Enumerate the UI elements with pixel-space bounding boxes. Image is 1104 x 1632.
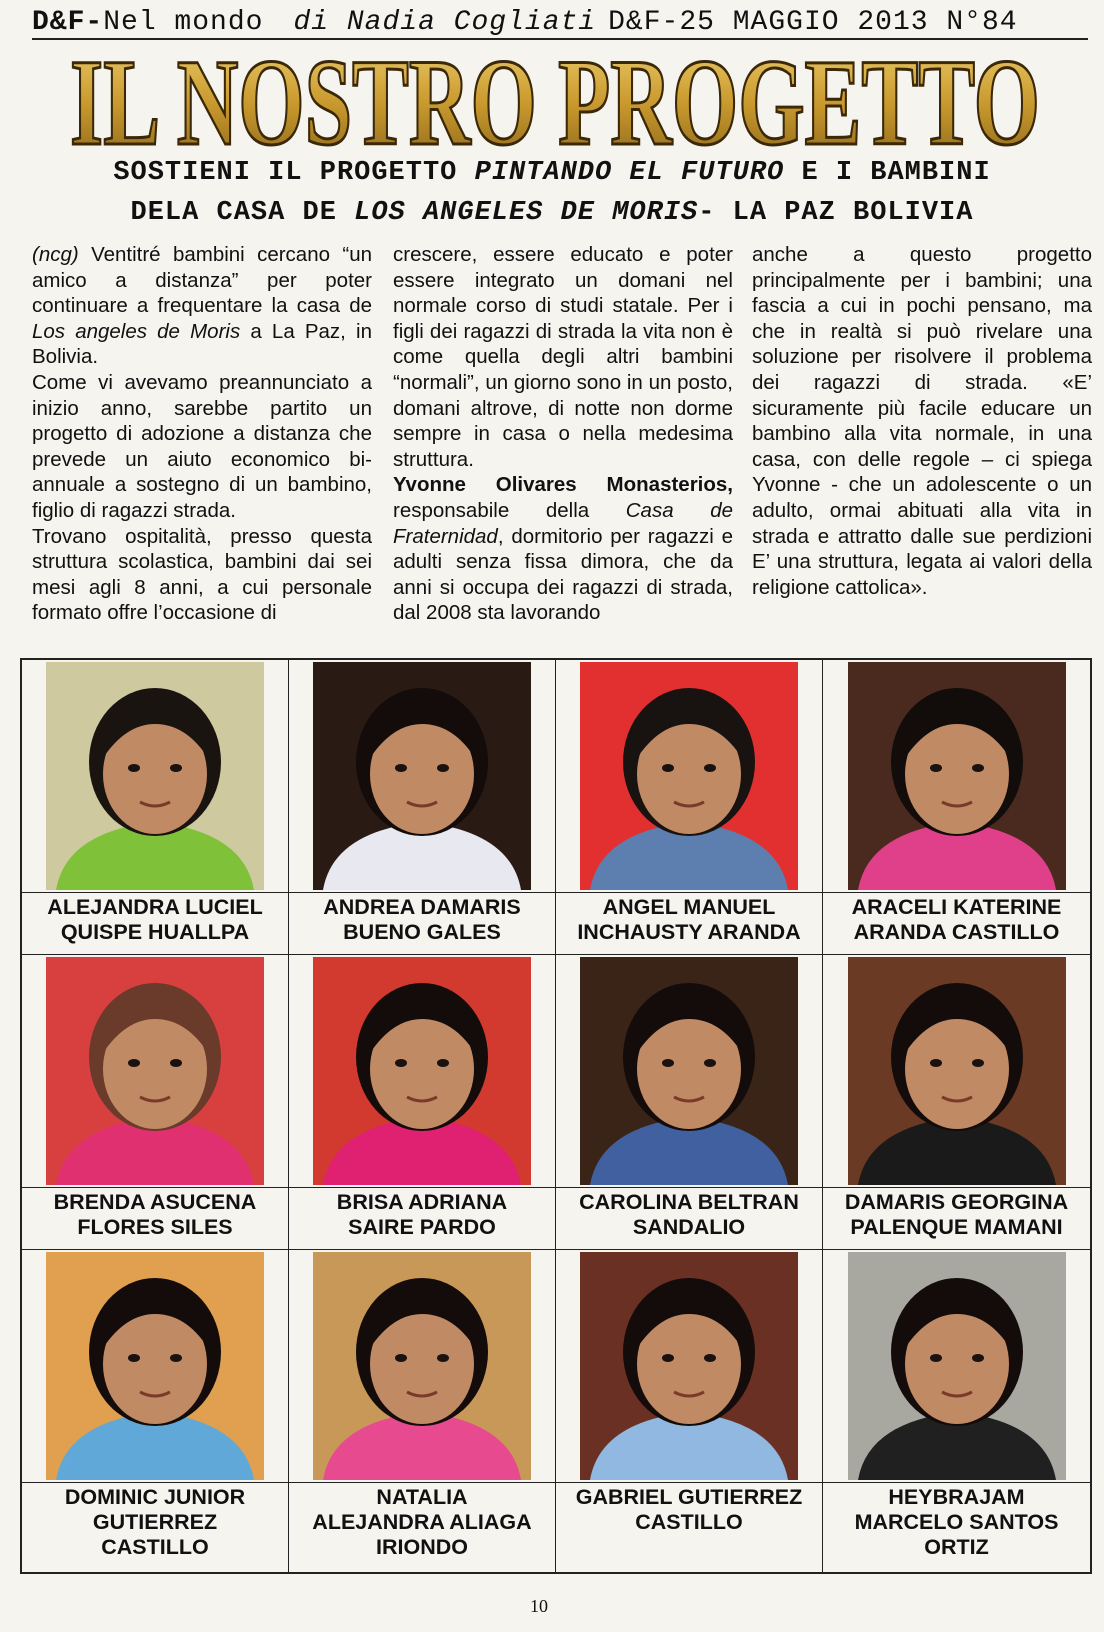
child-name-line: FLORES SILES: [77, 1215, 233, 1239]
subtitle-text: E I BAMBINI: [801, 158, 991, 188]
child-card: [556, 660, 823, 955]
main-title-graphic: [60, 40, 1050, 160]
article-text: responsabile della: [393, 498, 626, 522]
main-title: [60, 40, 1050, 160]
header-brand: D&F-: [32, 7, 104, 38]
child-name-line: GABRIEL GUTIERREZ: [575, 1485, 803, 1509]
child-name-line: ALEJANDRA LUCIEL: [47, 895, 263, 919]
article-paragraph: anche a questo progetto principalmente per i bambini; una fascia a cui in pochi pensano, ma che in realtà si può rivelare una soluzione per risolvere il problema dei ragazzi di strada. «E’ sicuramente più facile educare un bambino alla vita normale, in una casa, con delle regole – ci spiega Yvonne - che un adolescente o un adulto, ormai abituati alla vita in strada e attratto dalle sue perdizioni E’ una struttura, legata ai valori della religione cattolica».: [752, 243, 1092, 599]
child-photo: [46, 957, 264, 1185]
child-name-caption: [823, 892, 1090, 945]
child-name-line: GUTIERREZ: [92, 1510, 218, 1534]
subtitle-text: SOSTIENI IL PROGETTO: [113, 158, 458, 188]
subtitle-line-1: [40, 158, 1064, 188]
article-text: a La Paz, in Bolivia.: [32, 319, 372, 369]
child-name-caption: [823, 1187, 1090, 1240]
child-card: [556, 955, 823, 1250]
child-photo: [46, 662, 264, 890]
subtitle-text: - LA PAZ BOLIVIA: [698, 198, 974, 228]
child-name-caption: [22, 1482, 288, 1560]
child-photo: [580, 662, 798, 890]
child-portrait-image: [313, 957, 531, 1185]
child-portrait-image: [580, 1252, 798, 1480]
subtitle-line-2: [40, 198, 1064, 228]
author-initials: (ncg): [32, 243, 79, 266]
child-name-line: NATALIA: [376, 1485, 468, 1509]
child-card: [823, 660, 1090, 955]
subtitle-house-name: LOS ANGELES DE MORIS: [354, 198, 699, 228]
child-name-line: DOMINIC JUNIOR: [64, 1485, 246, 1509]
page-header: [32, 2, 1088, 40]
child-name-caption: [289, 892, 555, 945]
child-name-caption: [556, 1482, 822, 1535]
child-photo: [580, 1252, 798, 1480]
child-photo: [46, 1252, 264, 1480]
child-portrait-image: [848, 662, 1066, 890]
child-name-line: ARACELI KATERINE: [851, 895, 1062, 919]
header-author: di Nadia Cogliati: [293, 7, 597, 38]
child-portrait-image: [580, 957, 798, 1185]
child-name-line: SANDALIO: [632, 1215, 746, 1239]
child-portrait-image: [46, 1252, 264, 1480]
child-portrait-image: [848, 1252, 1066, 1480]
article-paragraph: [32, 242, 372, 370]
child-card: [289, 955, 556, 1250]
child-photo: [848, 1252, 1066, 1480]
child-name-line: QUISPE HUALLPA: [60, 920, 250, 944]
child-card: [823, 955, 1090, 1250]
child-name-line: BRISA ADRIANA: [336, 1190, 508, 1214]
article-paragraph: crescere, essere educato e poter essere integrato un domani nel normale corso di studi statale. Per i figli dei ragazzi di strada la vita non è come quella degli altri bambini “normali”, un giorno sono in un posto, domani altrove, di notte non dorme sempre in casa o nella medesima struttura.: [393, 243, 733, 471]
child-name-caption: [22, 1187, 288, 1240]
child-name-line: ARANDA CASTILLO: [853, 920, 1060, 944]
child-card: [289, 1250, 556, 1572]
child-name-line: PALENQUE MAMANI: [850, 1215, 1063, 1239]
child-name-line: IRIONDO: [376, 1535, 468, 1559]
person-name: Yvonne Olivares Monasterios,: [393, 473, 733, 497]
children-photo-grid: [20, 658, 1092, 1574]
child-photo: [313, 1252, 531, 1480]
child-card: [823, 1250, 1090, 1572]
article-text: , dormitorio per ragazzi e adulti senza fissa dimora, che da anni si occupa dei ragazzi di strada, dal 2008 sta lavorando: [393, 524, 733, 625]
child-name-line: CAROLINA BELTRAN: [579, 1190, 799, 1214]
article-emphasis: Los angeles de Moris: [32, 319, 241, 343]
child-portrait-image: [46, 957, 264, 1185]
child-name-line: DAMARIS GEORGINA: [844, 1190, 1069, 1214]
child-name-line: ALEJANDRA ALIAGA: [312, 1510, 532, 1534]
child-name-caption: [556, 1187, 822, 1240]
main-title-text: IL NOSTRO PROGETTO: [70, 40, 1040, 160]
child-name-line: HEYBRAJAM: [888, 1485, 1025, 1509]
child-name-caption: [289, 1482, 555, 1560]
child-card: [22, 955, 289, 1250]
child-name-line: ORTIZ: [924, 1535, 989, 1559]
child-name-line: INCHAUSTY ARANDA: [577, 920, 801, 944]
child-name-line: ANDREA DAMARIS: [323, 895, 521, 919]
child-name-line: MARCELO SANTOS: [854, 1510, 1059, 1534]
article-column-1: [32, 242, 372, 626]
child-photo: [313, 957, 531, 1185]
child-portrait-image: [313, 662, 531, 890]
article-paragraph: [393, 472, 733, 626]
article-paragraph: Come vi avevamo preannunciato a inizio anno, sarebbe partito un progetto di adozione a distanza che prevede un aiuto economico bi-annuale a sostegno di un bambino, figlio di ragazzi strada.: [32, 370, 372, 522]
header-issue: D&F-25 MAGGIO 2013 N°84: [608, 7, 1018, 38]
child-card: [22, 1250, 289, 1572]
child-name-line: SAIRE PARDO: [348, 1215, 496, 1239]
child-name-line: BRENDA ASUCENA: [53, 1190, 257, 1214]
article-column-3: [752, 242, 1092, 600]
child-portrait-image: [46, 662, 264, 890]
child-portrait-image: [580, 662, 798, 890]
subtitle-text: DELA CASA DE: [130, 198, 337, 228]
article-text: Ventitré bambini cercano “un amico a distanza” per poter continuare a frequentare la casa de: [32, 243, 372, 318]
child-name-line: CASTILLO: [635, 1510, 743, 1534]
child-card: [289, 660, 556, 955]
child-name-caption: [823, 1482, 1090, 1560]
subtitle-project-name: PINTANDO EL FUTURO: [474, 158, 785, 188]
child-portrait-image: [313, 1252, 531, 1480]
child-card: [556, 1250, 823, 1572]
child-portrait-image: [848, 957, 1066, 1185]
page-number: 10: [530, 1596, 548, 1616]
child-name-caption: [556, 892, 822, 945]
article-column-2: [393, 242, 733, 626]
header-section: Nel mondo: [103, 7, 264, 38]
child-name-line: BUENO GALES: [343, 920, 501, 944]
child-name-line: CASTILLO: [101, 1535, 209, 1559]
child-photo: [848, 662, 1066, 890]
child-name-caption: [22, 892, 288, 945]
child-photo: [313, 662, 531, 890]
child-photo: [848, 957, 1066, 1185]
article-emphasis: Casa de Fraternidad: [393, 498, 734, 548]
child-photo: [580, 957, 798, 1185]
child-name-line: ANGEL MANUEL: [602, 895, 776, 919]
child-name-caption: [289, 1187, 555, 1240]
child-card: [22, 660, 289, 955]
article-paragraph: Trovano ospitalità, presso questa struttura scolastica, bambini dai sei mesi agli 8 anni, a cui personale formato offre l’occasione di: [32, 524, 372, 625]
